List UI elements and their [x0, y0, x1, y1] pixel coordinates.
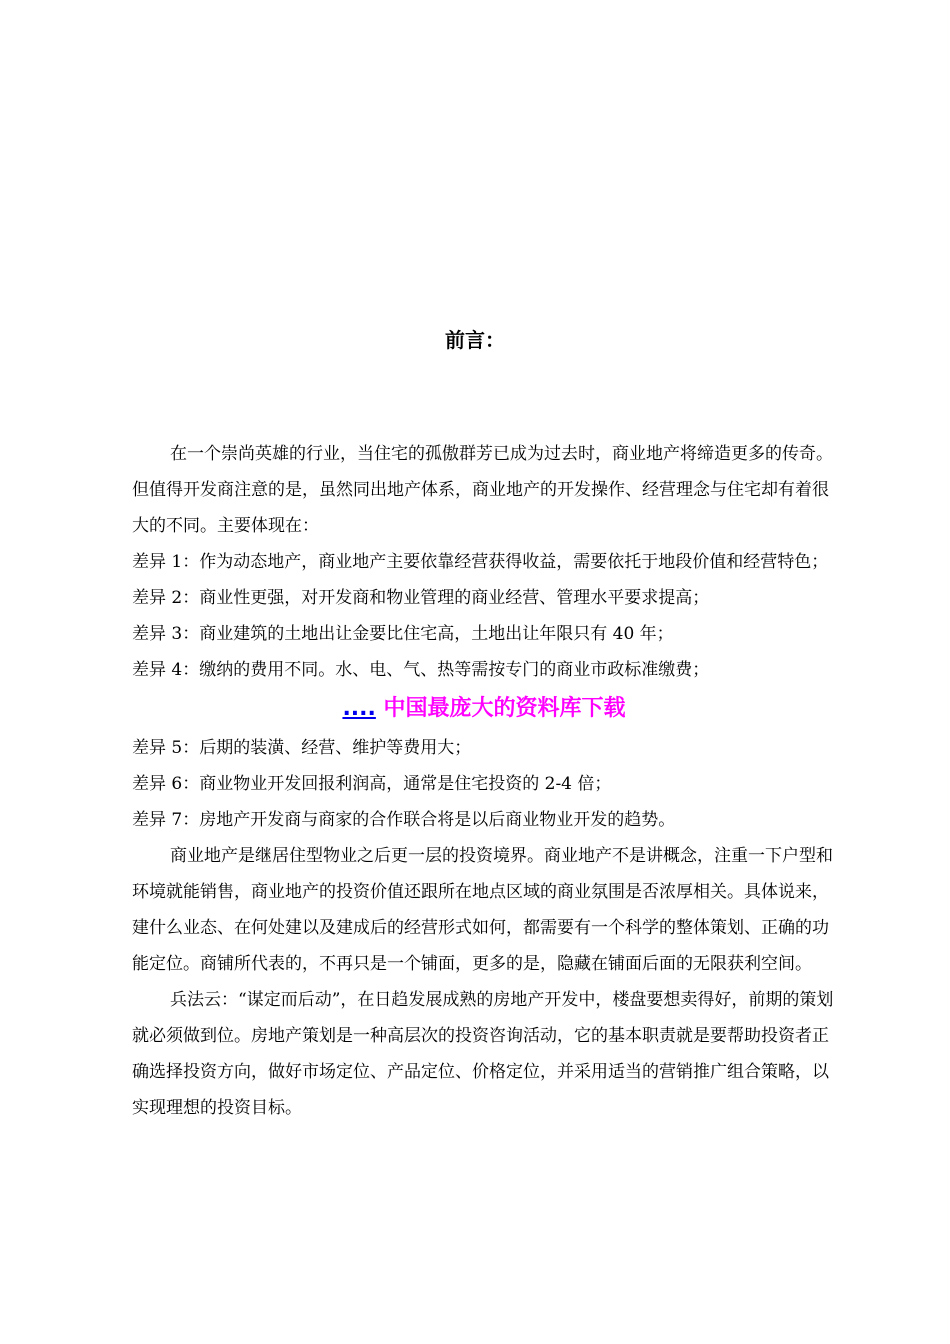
banner-link[interactable]: .... — [342, 696, 376, 721]
intro-paragraph: 在一个崇尚英雄的行业，当住宅的孤傲群芳已成为过去时，商业地产将缔造更多的传奇。但值得开发商注意的是，虽然同出地产体系，商业地产的开发操作、经营理念与住宅却有着很大的不同。主要体现在： — [132, 444, 833, 536]
difference-item-7: 差异 7：房地产开发商与商家的合作联合将是以后商业物业开发的趋势。 — [132, 810, 676, 830]
commercial-estate-paragraph: 商业地产是继居住型物业之后更一层的投资境界。商业地产不是讲概念，注重一下户型和环境就能销售，商业地产的投资价值还跟所在地点区域的商业氛围是否浓厚相关。具体说来，建什么业态、在何处建以及建成后的经营形式如何，都需要有一个科学的整体策划、正确的功能定位。商铺所代表的，不再只是一个铺面，更多的是，隐藏在铺面后面的无限获利空间。 — [132, 846, 833, 974]
strategy-paragraph: 兵法云：“谋定而后动”，在日趋发展成熟的房地产开发中，楼盘要想卖得好，前期的策划就必须做到位。房地产策划是一种高层次的投资咨询活动，它的基本职责就是要帮助投资者正确选择投资方向，做好市场定位、产品定位、价格定位，并采用适当的营销推广组合策略，以实现理想的投资目标。 — [132, 990, 834, 1118]
difference-item-3: 差异 3：商业建筑的土地出让金要比住宅高，土地出让年限只有 40 年； — [132, 624, 674, 644]
document-body — [132, 436, 836, 1126]
difference-item-1: 差异 1：作为动态地产，商业地产主要依靠经营获得收益，需要依托于地段价值和经营特色； — [132, 552, 829, 572]
difference-item-6: 差异 6：商业物业开发回报利润高，通常是住宅投资的 2-4 倍； — [132, 774, 612, 794]
difference-item-2: 差异 2：商业性更强，对开发商和物业管理的商业经营、管理水平要求提高； — [132, 588, 710, 608]
difference-item-4: 差异 4：缴纳的费用不同。水、电、气、热等需按专门的商业市政标准缴费； — [132, 660, 710, 680]
difference-item-5: 差异 5：后期的装潢、经营、维护等费用大； — [132, 738, 472, 758]
banner-text: 中国最庞大的资料库下载 — [375, 696, 626, 721]
page-title: 前言： — [445, 328, 505, 352]
download-banner — [132, 688, 836, 730]
